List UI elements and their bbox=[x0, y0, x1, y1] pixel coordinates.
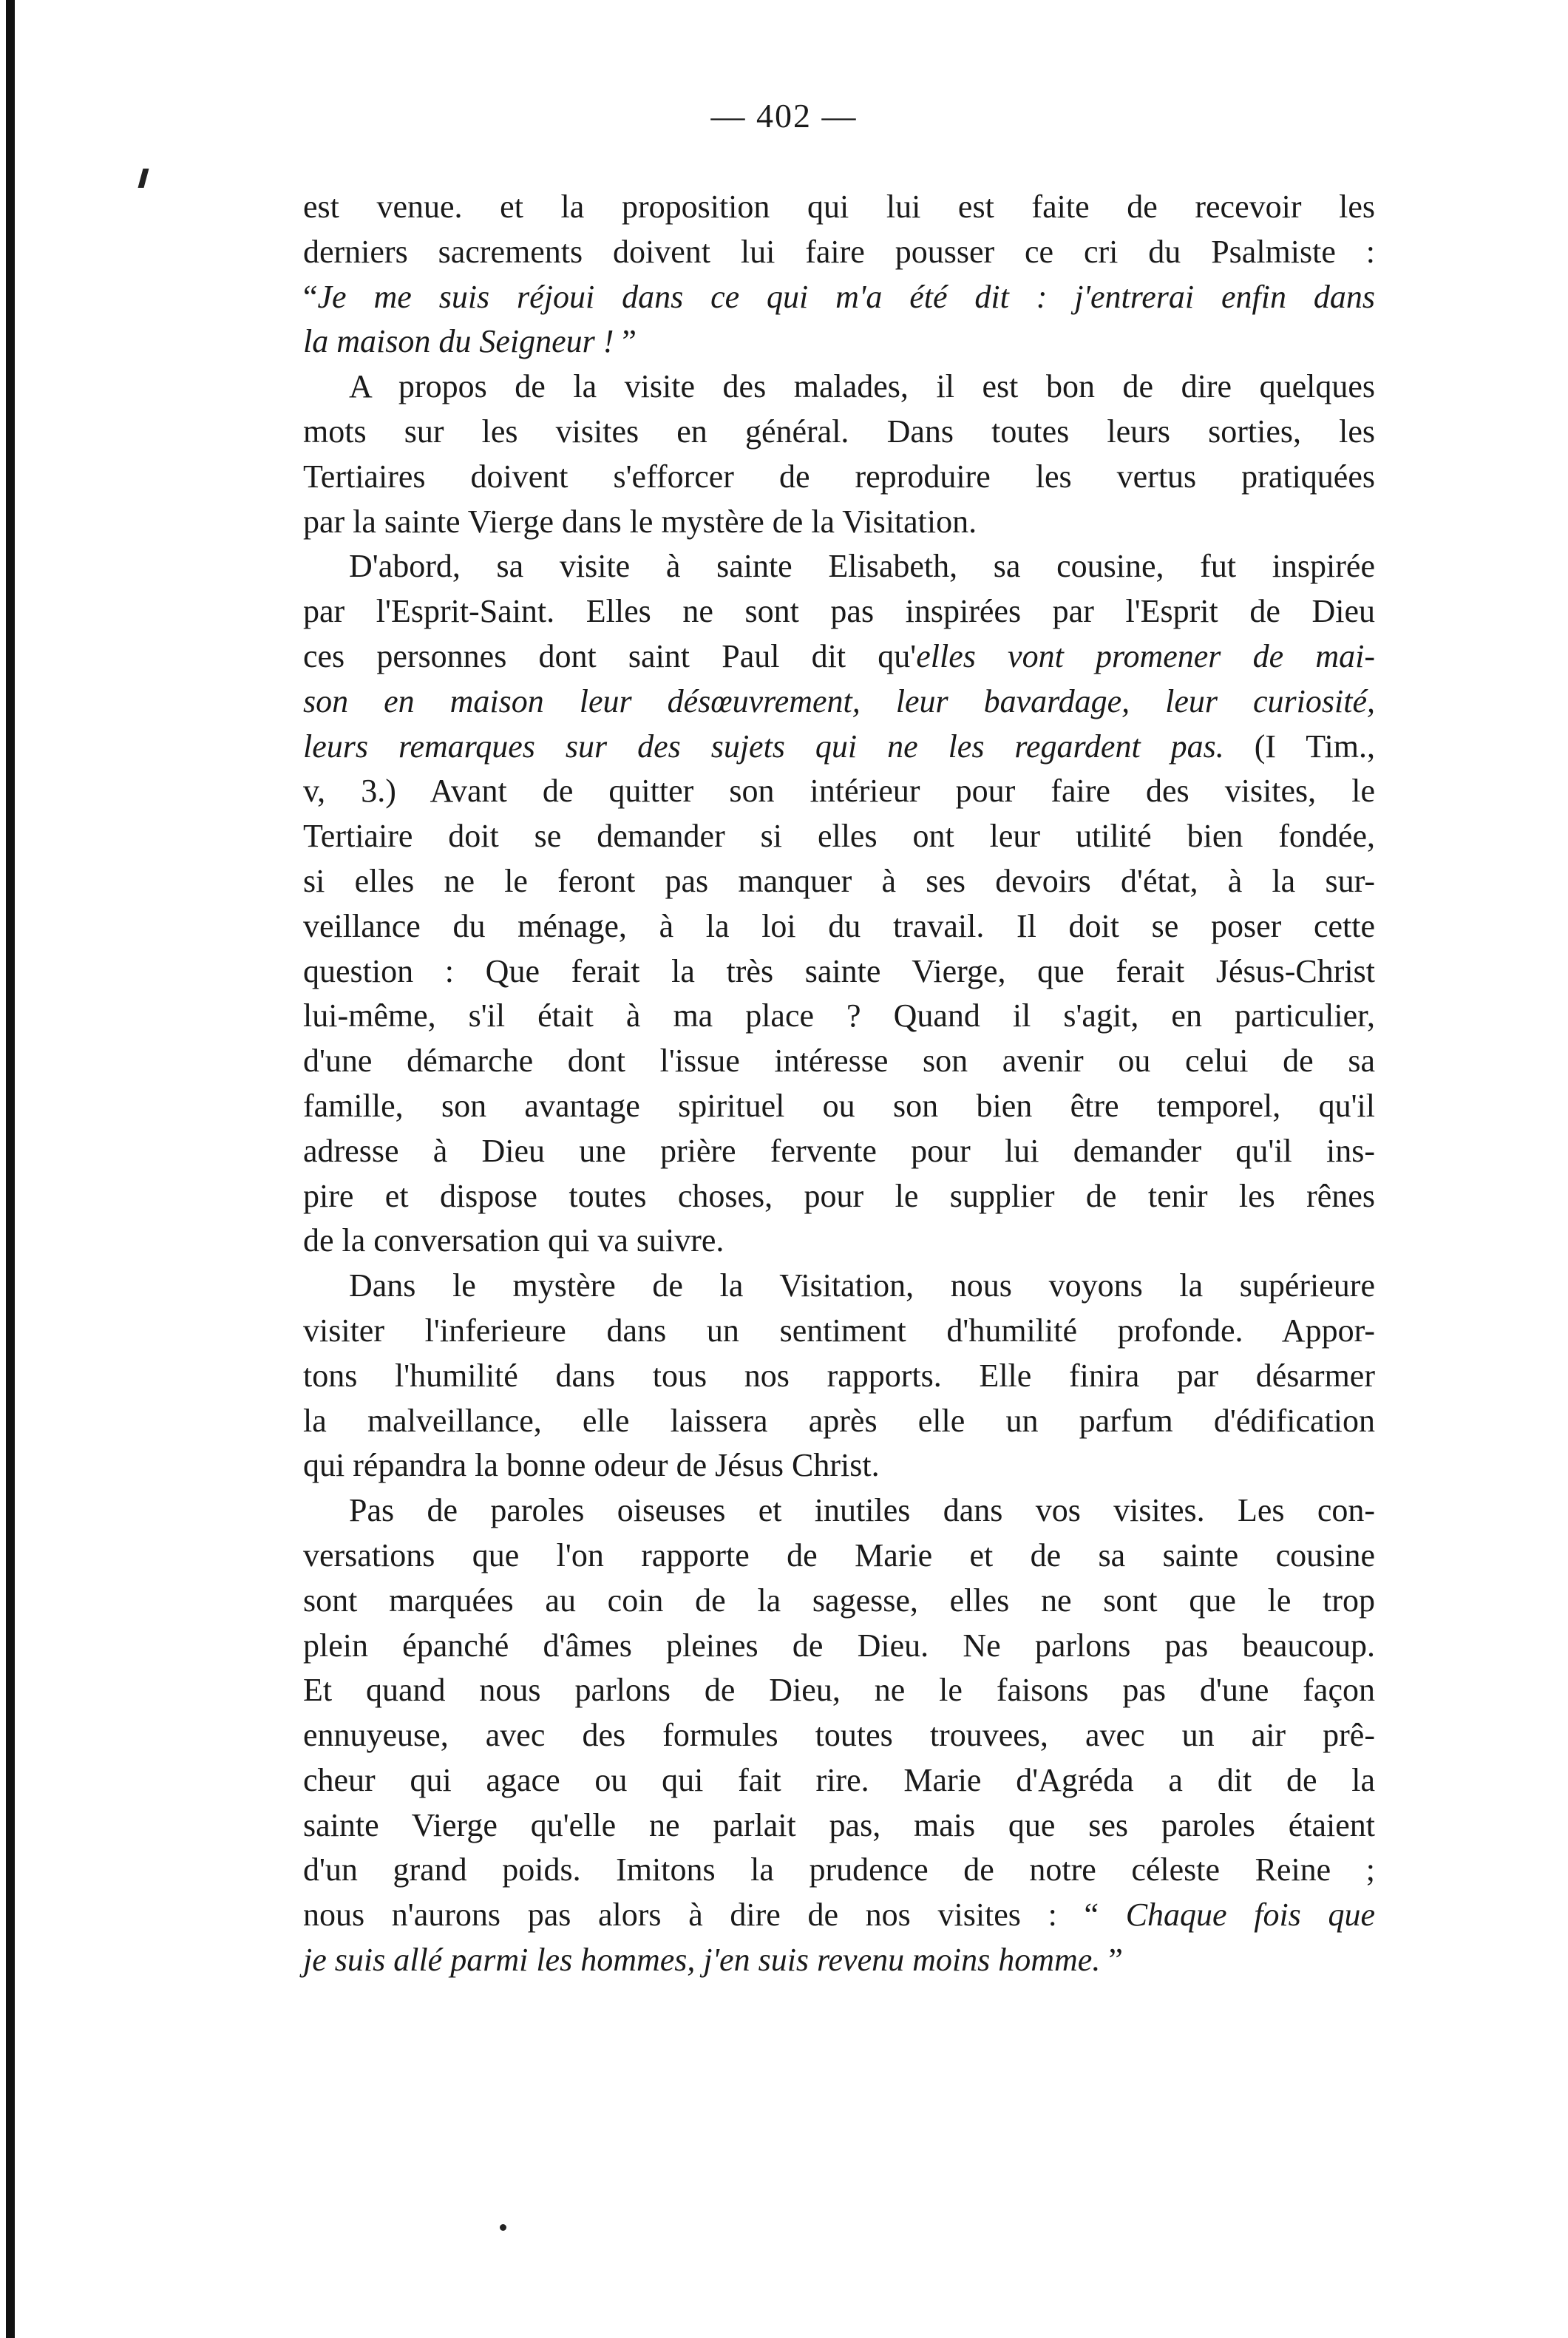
ink-dot bbox=[500, 2224, 506, 2231]
page-number: — 402 — bbox=[710, 97, 858, 135]
page-edge-rule bbox=[6, 0, 15, 2338]
text-run: est venue. et la proposition qui lui est faite de recevoir les bbox=[303, 189, 1375, 225]
text-run: d'un grand poids. Imitons la prudence de notre céleste Reine ; bbox=[303, 1851, 1375, 1888]
text-line bbox=[303, 859, 1375, 904]
paragraph-2 bbox=[303, 365, 1375, 544]
text-run: cheur qui agace ou qui fait rire. Marie d'Agréda a dit de la bbox=[303, 1761, 1375, 1798]
text-line bbox=[303, 365, 1375, 410]
text-run: veillance du ménage, à la loi du travail. Il doit se poser cette bbox=[303, 907, 1375, 944]
text-run: D'abord, sa visite à sainte Elisabeth, sa cousine, fut inspirée bbox=[349, 548, 1375, 585]
text-run: A propos de la visite des malades, il est bon de dire quelques bbox=[349, 368, 1375, 405]
text-line bbox=[303, 1848, 1375, 1893]
text-run: adresse à Dieu une prière fervente pour lui demander qu'il ins- bbox=[303, 1132, 1375, 1169]
text-run: par l'Esprit-Saint. Elles ne sont pas inspirées par l'Esprit de Dieu bbox=[303, 593, 1375, 630]
italic-text: je suis allé parmi les hommes, j'en suis revenu moins homme. bbox=[303, 1942, 1101, 1979]
text-line bbox=[303, 1624, 1375, 1669]
text-run: mots sur les visites en général. Dans toutes leurs sorties, les bbox=[303, 413, 1375, 450]
text-line bbox=[303, 994, 1375, 1039]
text-line bbox=[303, 1803, 1375, 1849]
text-line bbox=[303, 185, 1375, 230]
text-run: Pas de paroles oiseuses et inutiles dans vos visites. Les con- bbox=[349, 1492, 1375, 1529]
text-line bbox=[303, 1264, 1375, 1309]
text-line bbox=[303, 1039, 1375, 1084]
text-line bbox=[303, 1893, 1375, 1938]
italic-text: la maison du Seigneur ! bbox=[303, 323, 622, 360]
text-run: de la conversation qui va suivre. bbox=[303, 1222, 724, 1259]
paragraph-5 bbox=[303, 1488, 1375, 1983]
text-line bbox=[303, 904, 1375, 949]
text-line bbox=[303, 544, 1375, 589]
text-run: v, 3.) Avant de quitter son intérieur pour faire des visites, le bbox=[303, 773, 1375, 810]
text-run: qui répandra la bonne odeur de Jésus Christ. bbox=[303, 1447, 880, 1484]
paragraph-4 bbox=[303, 1264, 1375, 1488]
paragraph-1 bbox=[303, 185, 1375, 365]
margin-ink-mark bbox=[138, 169, 149, 188]
text-run: visiter l'inferieure dans un sentiment d'humilité profonde. Appor- bbox=[303, 1312, 1375, 1349]
text-run: la malveillance, elle laissera après elle un parfum d'édification bbox=[303, 1402, 1375, 1439]
text-line bbox=[303, 1084, 1375, 1129]
text-line bbox=[303, 1443, 1375, 1488]
text-run: “ bbox=[303, 278, 318, 315]
text-run: d'une démarche dont l'issue intéresse son avenir ou celui de sa bbox=[303, 1043, 1375, 1080]
text-line bbox=[303, 455, 1375, 500]
text-line bbox=[303, 680, 1375, 725]
text-run: question : Que ferait la très sainte Vierge, que ferait Jésus-Christ bbox=[303, 952, 1375, 989]
text-line bbox=[303, 1488, 1375, 1534]
text-run: plein épanché d'âmes pleines de Dieu. Ne parlons pas beaucoup. bbox=[303, 1627, 1375, 1664]
text-line bbox=[303, 634, 1375, 680]
text-run: ennuyeuse, avec des formules toutes trouvees, avec un air prê- bbox=[303, 1717, 1375, 1754]
body-text bbox=[303, 185, 1375, 1983]
text-line bbox=[303, 1713, 1375, 1758]
text-line bbox=[303, 1938, 1375, 1983]
text-run: versations que l'on rapporte de Marie et de sa sainte cousine bbox=[303, 1536, 1375, 1573]
text-line bbox=[303, 1534, 1375, 1579]
text-line bbox=[303, 230, 1375, 275]
text-line bbox=[303, 500, 1375, 545]
text-run: ” bbox=[622, 323, 637, 360]
text-run: par la sainte Vierge dans le mystère de la Visitation. bbox=[303, 503, 977, 540]
text-line bbox=[303, 814, 1375, 859]
text-line bbox=[303, 1399, 1375, 1444]
text-run: ” bbox=[1100, 1942, 1123, 1979]
text-line bbox=[303, 275, 1375, 320]
text-line bbox=[303, 319, 1375, 365]
italic-text: leurs remarques sur des sujets qui ne les regardent pas. bbox=[303, 728, 1224, 765]
text-line bbox=[303, 410, 1375, 455]
text-line bbox=[303, 1309, 1375, 1354]
text-run: (I Tim., bbox=[1223, 728, 1376, 765]
italic-text: Chaque fois que bbox=[1125, 1897, 1376, 1934]
text-run: tons l'humilité dans tous nos rapports. Elle finira par désarmer bbox=[303, 1357, 1375, 1394]
text-run: Tertiaires doivent s'efforcer de reproduire les vertus pratiquées bbox=[303, 458, 1375, 495]
text-run: sainte Vierge qu'elle ne parlait pas, mais que ses paroles étaient bbox=[303, 1806, 1375, 1843]
italic-text: son en maison leur désœuvrement, leur bavardage, leur curiosité, bbox=[303, 682, 1375, 719]
paragraph-3 bbox=[303, 544, 1375, 1264]
text-line bbox=[303, 1219, 1375, 1264]
text-line bbox=[303, 1129, 1375, 1174]
text-run: derniers sacrements doivent lui faire pousser ce cri du Psalmiste : bbox=[303, 233, 1375, 270]
text-run: si elles ne le feront pas manquer à ses devoirs d'état, à la sur- bbox=[303, 862, 1375, 899]
text-run: pire et dispose toutes choses, pour le supplier de tenir les rênes bbox=[303, 1177, 1375, 1214]
text-line bbox=[303, 589, 1375, 634]
text-line bbox=[303, 1174, 1375, 1219]
text-run: Tertiaire doit se demander si elles ont leur utilité bien fondée, bbox=[303, 818, 1375, 855]
italic-text: Je me suis réjoui dans ce qui m'a été dit : j'entrerai enfin dans bbox=[317, 278, 1375, 315]
text-run: Et quand nous parlons de Dieu, ne le faisons pas d'une façon bbox=[303, 1672, 1375, 1709]
text-run: lui-même, s'il était à ma place ? Quand il s'agit, en particulier, bbox=[303, 997, 1375, 1034]
text-line bbox=[303, 1354, 1375, 1399]
italic-text: elles vont promener de mai- bbox=[916, 637, 1375, 674]
text-run: ces personnes dont saint Paul dit qu' bbox=[303, 637, 917, 674]
text-line bbox=[303, 769, 1375, 814]
text-run: sont marquées au coin de la sagesse, elles ne sont que le trop bbox=[303, 1582, 1375, 1619]
text-line bbox=[303, 1668, 1375, 1713]
text-run: nous n'aurons pas alors à dire de nos visites : “ bbox=[303, 1897, 1126, 1934]
text-run: Dans le mystère de la Visitation, nous voyons la supérieure bbox=[349, 1267, 1375, 1304]
text-line bbox=[303, 949, 1375, 995]
text-line bbox=[303, 1758, 1375, 1803]
text-run: famille, son avantage spirituel ou son bien être temporel, qu'il bbox=[303, 1087, 1375, 1124]
text-line bbox=[303, 725, 1375, 770]
text-line bbox=[303, 1579, 1375, 1624]
